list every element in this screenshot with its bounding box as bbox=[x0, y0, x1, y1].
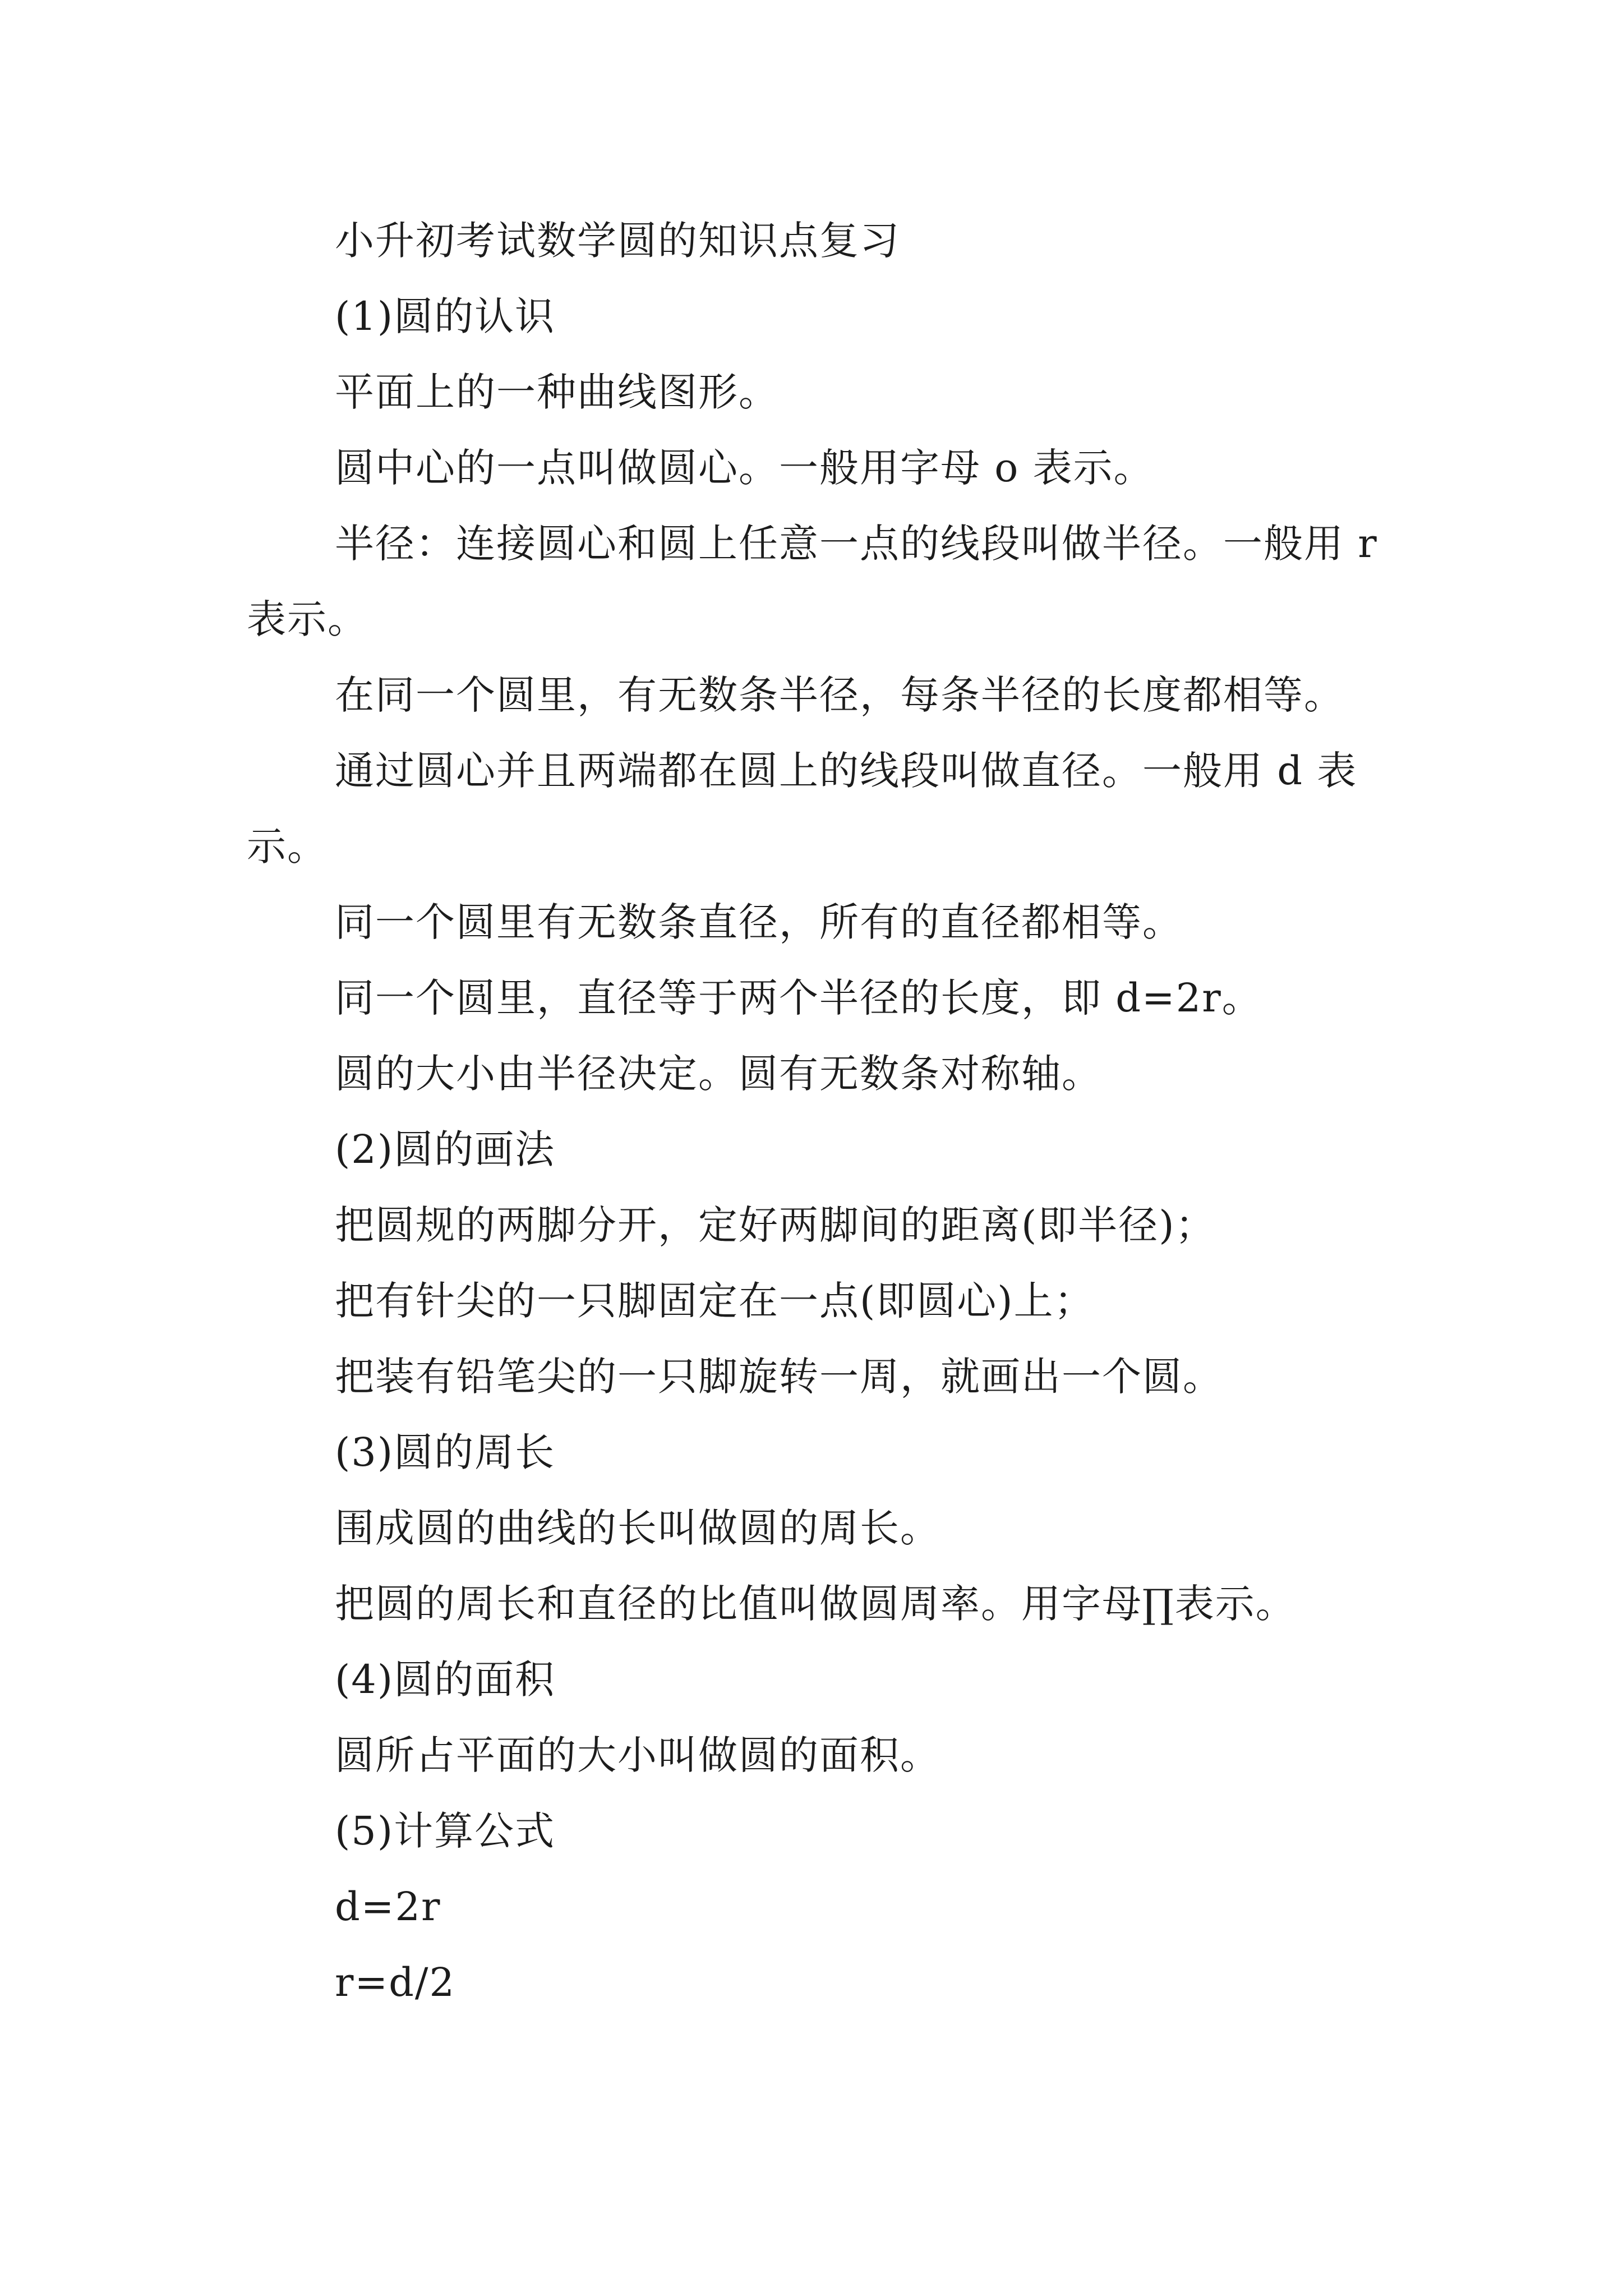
section-heading-area: (4)圆的面积 bbox=[335, 1657, 556, 1703]
paragraph: 平面上的一种曲线图形。 bbox=[335, 369, 779, 415]
paragraph: 把有针尖的一只脚固定在一点(即圆心)上； bbox=[335, 1278, 1095, 1324]
section-heading-circumference: (3)圆的周长 bbox=[335, 1429, 556, 1475]
document-body bbox=[247, 203, 1396, 2021]
section-heading-formulas: (5)计算公式 bbox=[335, 1808, 556, 1854]
formula: d=2r bbox=[335, 1884, 441, 1930]
paragraph: 圆的大小由半径决定。圆有无数条对称轴。 bbox=[335, 1051, 1102, 1097]
paragraph: 在同一个圆里，有无数条半径，每条半径的长度都相等。 bbox=[335, 672, 1344, 718]
paragraph: 半径：连接圆心和圆上任意一点的线段叫做半径。一般用 r 表示。 bbox=[247, 521, 1378, 642]
document-title: 小升初考试数学圆的知识点复习 bbox=[335, 218, 900, 264]
paragraph: 同一个圆里有无数条直径，所有的直径都相等。 bbox=[335, 899, 1183, 945]
paragraph: 围成圆的曲线的长叫做圆的周长。 bbox=[335, 1505, 940, 1551]
section-heading-drawing-method: (2)圆的画法 bbox=[335, 1126, 556, 1172]
paragraph: 同一个圆里，直径等于两个半径的长度，即 d=2r。 bbox=[335, 975, 1262, 1021]
paragraph: 通过圆心并且两端都在圆上的线段叫做直径。一般用 d 表示。 bbox=[247, 748, 1358, 869]
paragraph: 把圆规的两脚分开，定好两脚间的距离(即半径)； bbox=[335, 1202, 1216, 1248]
paragraph: 圆所占平面的大小叫做圆的面积。 bbox=[335, 1732, 940, 1778]
paragraph: 把装有铅笔尖的一只脚旋转一周，就画出一个圆。 bbox=[335, 1354, 1223, 1400]
paragraph: 把圆的周长和直径的比值叫做圆周率。用字母∏表示。 bbox=[335, 1581, 1296, 1627]
paragraph: 圆中心的一点叫做圆心。一般用字母 o 表示。 bbox=[335, 445, 1154, 491]
section-heading-circle-recognition: (1)圆的认识 bbox=[335, 293, 556, 339]
formula: r=d/2 bbox=[335, 1959, 456, 2005]
